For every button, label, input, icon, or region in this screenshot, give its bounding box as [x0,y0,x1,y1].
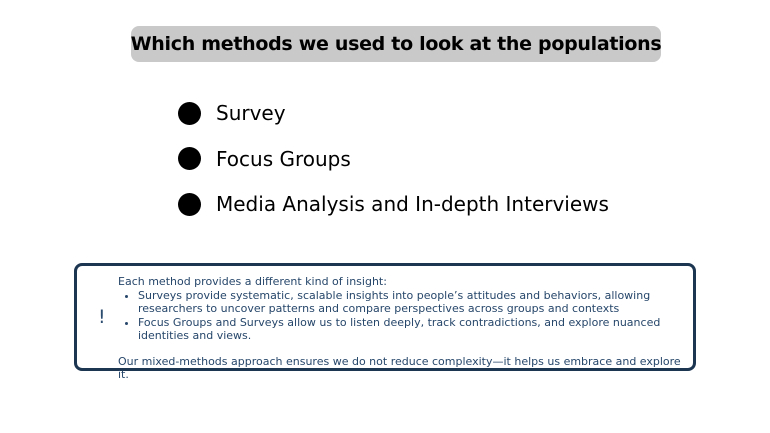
callout-point: • Surveys provide systematic, scalable insights into people’s attitudes and behaviors, allowing researchers to uncover patterns and compare perspectives across groups and contexts [138,289,688,316]
callout-box [74,263,696,381]
method-item-focus-groups [178,144,609,174]
exclamation-icon: ! [98,306,106,328]
callout-points [118,289,688,343]
method-item-media-analysis [178,189,609,219]
method-item-survey [178,98,609,128]
method-label: Focus Groups [216,146,351,171]
title-banner [131,26,661,62]
callout-point: • Focus Groups and Surveys allow us to listen deeply, track contradictions, and explore nuanced identities and views. [138,316,688,343]
callout-outro: Our mixed-methods approach ensures we do not reduce complexity—it helps us embrace and explore it. [118,354,681,381]
method-label: Survey [216,101,286,125]
bullet-icon [178,147,201,170]
page-title: Which methods we used to look at the populations [130,33,662,55]
method-label: Media Analysis and In-depth Interviews [216,192,609,216]
bullet-icon [178,193,201,216]
bullet-icon [178,102,201,125]
callout-text [118,275,688,382]
methods-list [178,98,609,235]
callout-intro: Each method provides a different kind of insight: [118,275,387,288]
